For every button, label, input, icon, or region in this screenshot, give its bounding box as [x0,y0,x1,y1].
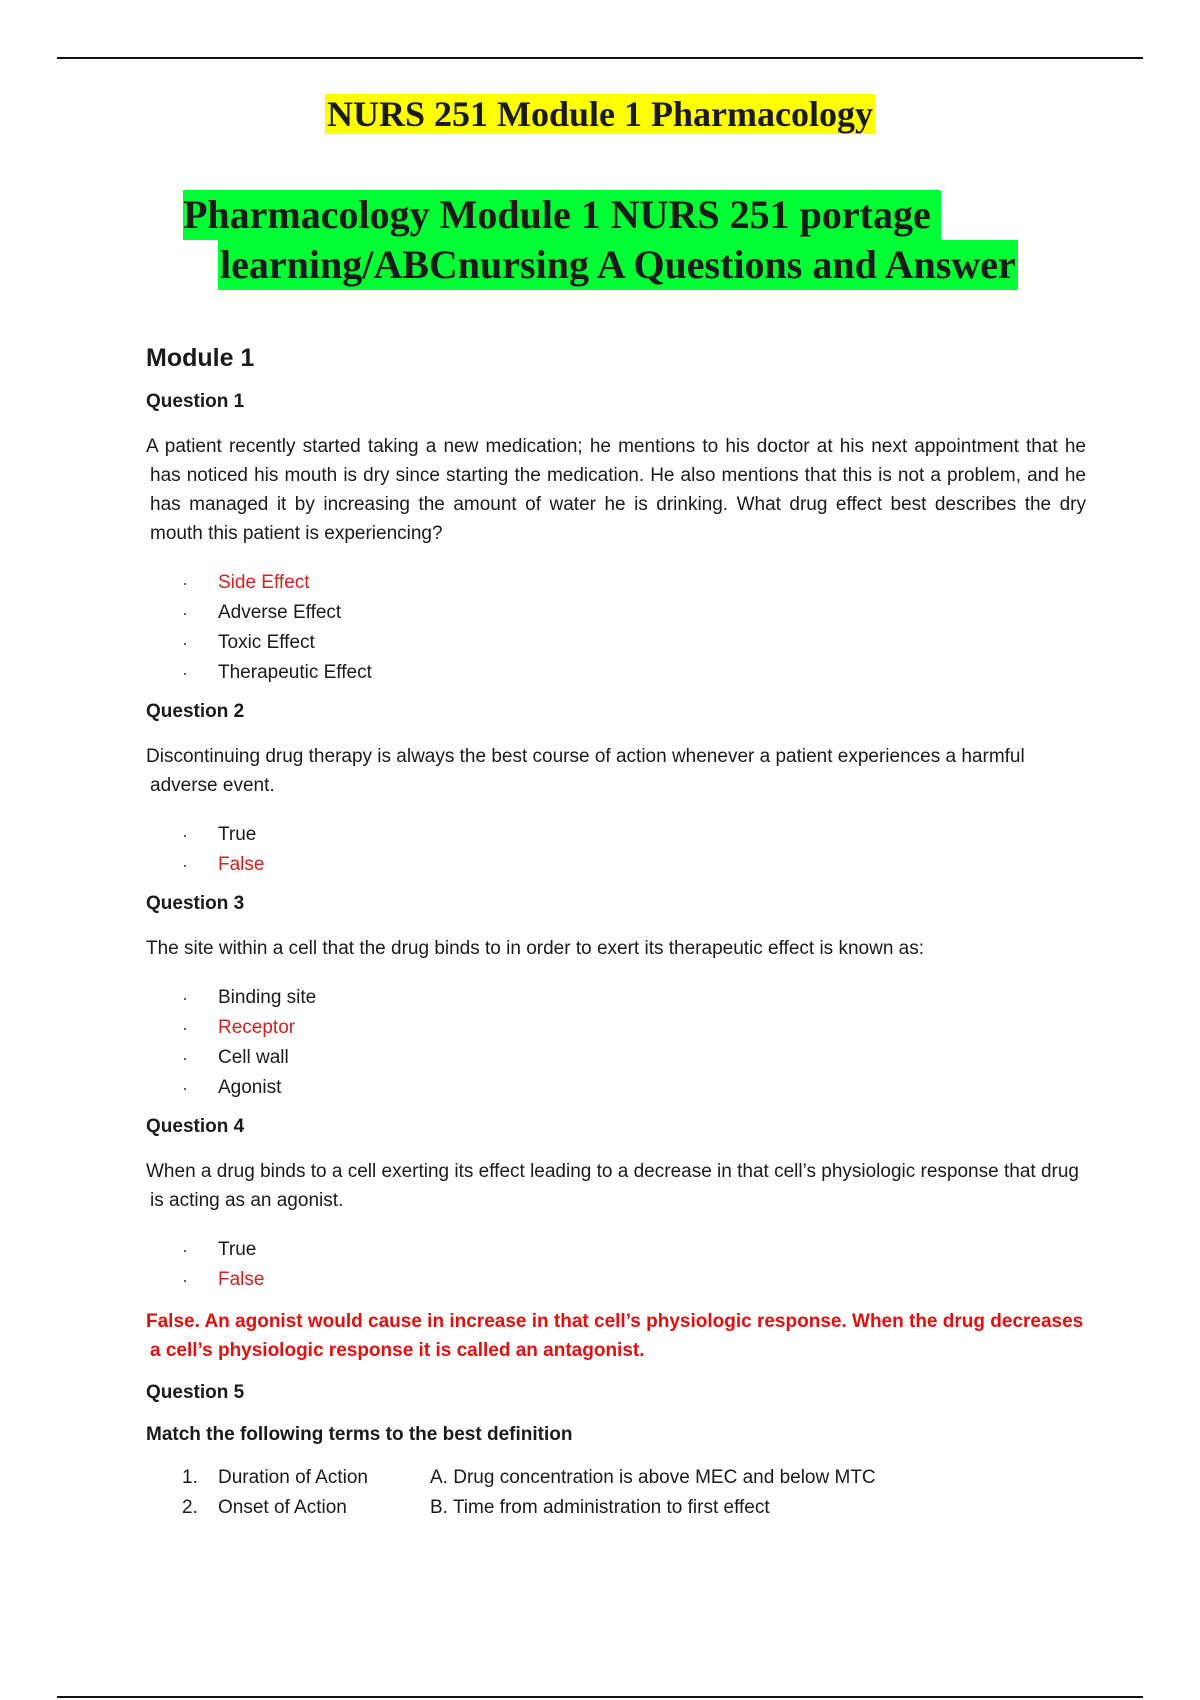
question-heading: Question 5 [146,1382,245,1403]
question-heading: Question 1 [146,391,245,412]
bottom-rule [57,1696,1143,1698]
answer-option: · True [146,1235,1086,1265]
match-number: 2. [182,1497,198,1518]
match-row [182,1493,876,1523]
answer-explanation: False. An agonist would cause in increase in that cell’s physiologic response. When the drug decreases a cell’s physiologic response it is called an antagonist. [146,1311,1084,1361]
document-body [146,342,1086,1523]
match-definition: B. Time from administration to first effect [430,1497,770,1518]
answer-option-correct: · Receptor [146,1013,1086,1043]
answer-option: · Adverse Effect [146,598,1086,628]
answer-options [146,568,1086,688]
answer-options [146,1235,1086,1295]
match-term: Onset of Action [218,1497,347,1518]
question-heading: Question 2 [146,701,245,722]
module-heading: Module 1 [146,344,255,372]
answer-option: · Therapeutic Effect [146,658,1086,688]
subtitle-line-1: Pharmacology Module 1 NURS 251 portage [183,190,941,240]
question-text: When a drug binds to a cell exerting its effect leading to a decrease in that cell’s physiologic response that drug is acting as an agonist. [146,1161,1079,1211]
question-2 [146,700,1086,880]
answer-option: · Binding site [146,983,1086,1013]
answer-option-correct: · Side Effect [146,568,1086,598]
document-subtitle [183,190,1083,290]
question-5 [146,1381,1086,1523]
match-instruction: Match the following terms to the best definition [146,1424,573,1445]
question-heading: Question 4 [146,1116,245,1137]
match-number: 1. [182,1467,198,1488]
answer-options [146,820,1086,880]
question-4 [146,1115,1086,1365]
top-rule [57,57,1143,59]
match-row [182,1463,876,1493]
answer-option: · Toxic Effect [146,628,1086,658]
match-term: Duration of Action [218,1467,368,1488]
answer-option: · Agonist [146,1073,1086,1103]
question-heading: Question 3 [146,893,245,914]
answer-option: · True [146,820,1086,850]
question-text: Discontinuing drug therapy is always the best course of action whenever a patient experiences a harmful adverse event. [146,746,1025,796]
subtitle-line-2: learning/ABCnursing A Questions and Answer [218,240,1018,290]
question-text: The site within a cell that the drug binds to in order to exert its therapeutic effect is known as: [146,938,925,959]
question-3 [146,892,1086,1103]
match-table [182,1463,876,1523]
question-text: A patient recently started taking a new medication; he mentions to his doctor at his next appointment that he has noticed his mouth is dry since starting the medication. He also mentions that this is not a problem, and he has managed it by increasing the amount of water he is drinking. What drug effect best describes the dry mouth this patient is experiencing? [146,436,1086,544]
document-title: NURS 251 Module 1 Pharmacology [327,94,873,134]
answer-option-correct: · False [146,850,1086,880]
match-definition: A. Drug concentration is above MEC and below MTC [430,1467,876,1488]
answer-option: · Cell wall [146,1043,1086,1073]
answer-option-correct: · False [146,1265,1086,1295]
question-1 [146,390,1086,688]
answer-options [146,983,1086,1103]
